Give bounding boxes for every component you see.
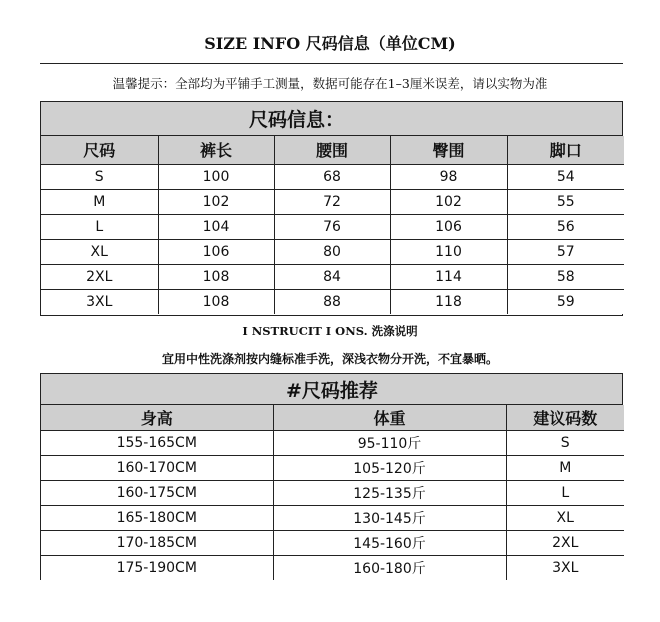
cell-suggested-size: 2XL xyxy=(506,530,624,555)
size-info-table xyxy=(41,136,624,314)
measurement-note: 温馨提示：全部均为平铺手工测量，数据可能存在1–3厘米误差，请以实物为准 xyxy=(112,76,548,91)
table-row xyxy=(41,530,624,555)
cell-leg-opening: 56 xyxy=(507,214,624,239)
cell-suggested-size: M xyxy=(506,455,624,480)
cell-hip: 114 xyxy=(390,264,507,289)
cell-leg-opening: 58 xyxy=(507,264,624,289)
cell-hip: 118 xyxy=(390,289,507,314)
cell-weight: 105-120斤 xyxy=(273,455,506,480)
cell-leg-opening: 54 xyxy=(507,164,624,189)
cell-leg-opening: 59 xyxy=(507,289,624,314)
header-weight: 体重 xyxy=(273,405,506,430)
table-row xyxy=(41,505,624,530)
instructions-title: I NSTRUCIT I ONS. 洗涤说明 xyxy=(242,324,418,338)
cell-suggested-size: XL xyxy=(506,505,624,530)
header-waist: 腰围 xyxy=(274,136,390,164)
header-leg-opening: 脚口 xyxy=(507,136,624,164)
cell-suggested-size: S xyxy=(506,430,624,455)
cell-waist: 84 xyxy=(274,264,390,289)
cell-size: L xyxy=(41,214,158,239)
table-row xyxy=(41,555,624,580)
cell-pants-length: 104 xyxy=(158,214,274,239)
cell-weight: 145-160斤 xyxy=(273,530,506,555)
header-hip: 臀围 xyxy=(390,136,507,164)
table-row xyxy=(41,264,624,289)
table-row xyxy=(41,289,624,314)
cell-height: 155-165CM xyxy=(41,430,273,455)
size-recommend-block xyxy=(40,373,623,580)
table-row xyxy=(41,455,624,480)
header-suggested-size: 建议码数 xyxy=(506,405,624,430)
cell-pants-length: 100 xyxy=(158,164,274,189)
cell-size: M xyxy=(41,189,158,214)
cell-waist: 68 xyxy=(274,164,390,189)
cell-pants-length: 106 xyxy=(158,239,274,264)
page-title: SIZE INFO 尺码信息（单位CM) xyxy=(204,34,456,53)
cell-hip: 110 xyxy=(390,239,507,264)
cell-suggested-size: 3XL xyxy=(506,555,624,580)
cell-waist: 72 xyxy=(274,189,390,214)
cell-pants-length: 102 xyxy=(158,189,274,214)
table-row xyxy=(41,430,624,455)
cell-height: 160-175CM xyxy=(41,480,273,505)
table-row xyxy=(41,480,624,505)
cell-suggested-size: L xyxy=(506,480,624,505)
header-size: 尺码 xyxy=(41,136,158,164)
cell-size: 3XL xyxy=(41,289,158,314)
cell-height: 170-185CM xyxy=(41,530,273,555)
table-row xyxy=(41,189,624,214)
table-row xyxy=(41,214,624,239)
cell-size: 2XL xyxy=(41,264,158,289)
cell-pants-length: 108 xyxy=(158,264,274,289)
cell-hip: 102 xyxy=(390,189,507,214)
cell-pants-length: 108 xyxy=(158,289,274,314)
cell-size: S xyxy=(41,164,158,189)
cell-waist: 76 xyxy=(274,214,390,239)
size-header-row xyxy=(41,136,624,164)
cell-height: 165-180CM xyxy=(41,505,273,530)
cell-weight: 160-180斤 xyxy=(273,555,506,580)
cell-weight: 95-110斤 xyxy=(273,430,506,455)
cell-hip: 98 xyxy=(390,164,507,189)
table-row xyxy=(41,164,624,189)
header-height: 身高 xyxy=(41,405,273,430)
table-row xyxy=(41,239,624,264)
instructions-text: 宜用中性洗涤剂按内缝标准手洗，深浅衣物分开洗，不宜暴晒。 xyxy=(161,352,498,366)
cell-leg-opening: 55 xyxy=(507,189,624,214)
size-recommend-table xyxy=(41,405,624,580)
cell-weight: 125-135斤 xyxy=(273,480,506,505)
cell-height: 160-170CM xyxy=(41,455,273,480)
header-pants-length: 裤长 xyxy=(158,136,274,164)
cell-hip: 106 xyxy=(390,214,507,239)
size-info-title: 尺码信息： xyxy=(41,102,622,136)
cell-weight: 130-145斤 xyxy=(273,505,506,530)
title-divider xyxy=(40,63,623,64)
recommend-header-row xyxy=(41,405,624,430)
cell-size: XL xyxy=(41,239,158,264)
cell-waist: 88 xyxy=(274,289,390,314)
cell-height: 175-190CM xyxy=(41,555,273,580)
cell-waist: 80 xyxy=(274,239,390,264)
cell-leg-opening: 57 xyxy=(507,239,624,264)
size-recommend-title: #尺码推荐 xyxy=(41,374,622,405)
size-info-block xyxy=(40,101,623,316)
